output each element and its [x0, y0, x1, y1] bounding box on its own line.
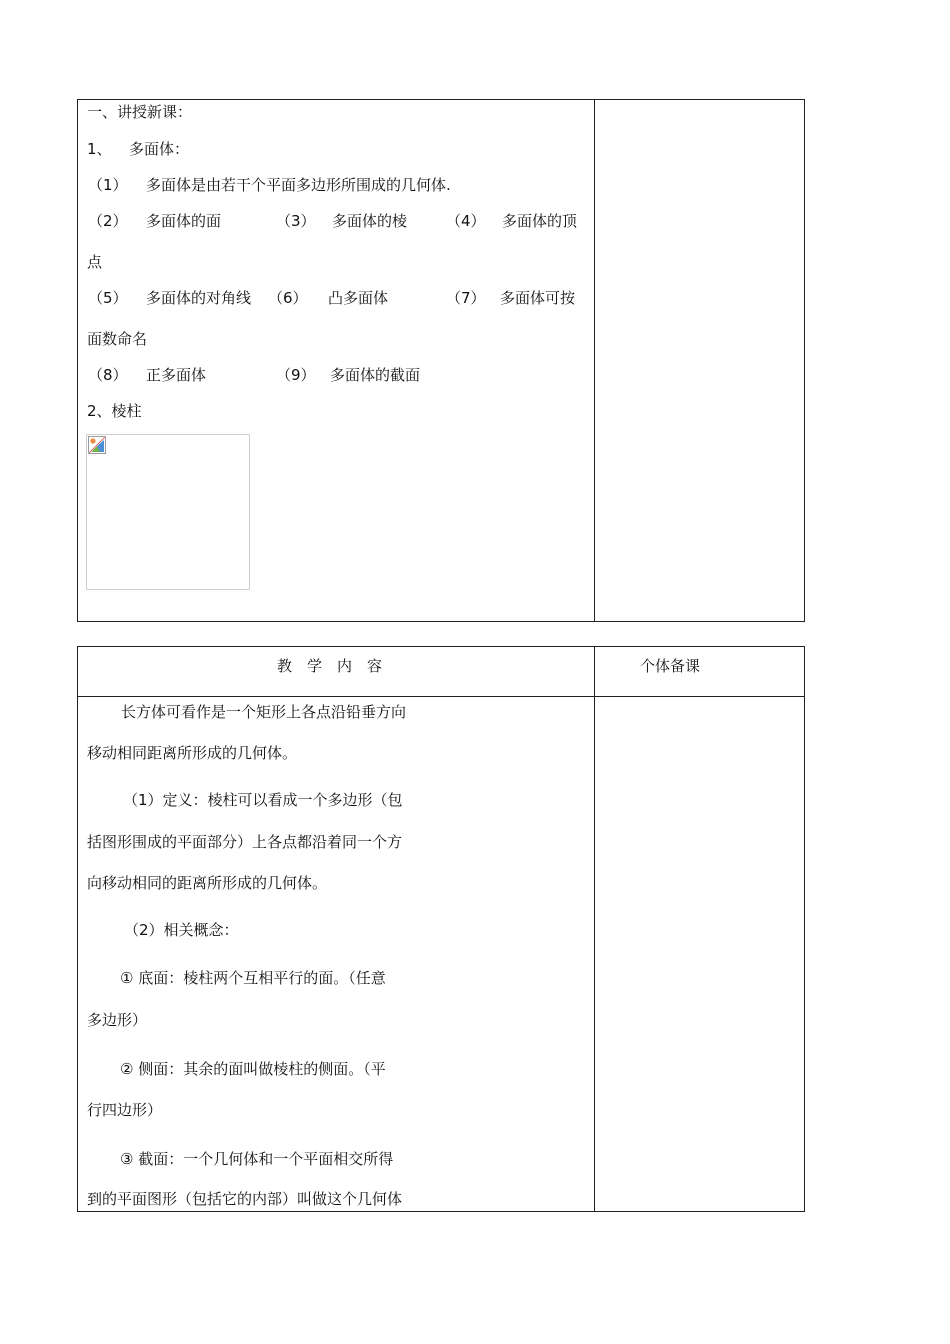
content-line: 括图形围成的平面部分）上各点都沿着同一个方: [87, 833, 403, 851]
point-7-text: 多面体可按: [500, 289, 576, 307]
header-teaching-content: 教 学 内 容: [277, 657, 383, 675]
point-4-number: （4）: [446, 212, 486, 230]
content-line: ① 底面：棱柱两个互相平行的面。（任意: [120, 969, 386, 987]
item1-title: 多面体：: [129, 140, 190, 158]
content-line: 向移动相同的距离所形成的几何体。: [87, 874, 328, 892]
point-6-number: （6）: [268, 289, 308, 307]
broken-image-icon: [88, 436, 106, 454]
point-3-number: （3）: [276, 212, 316, 230]
point-1-text: 多面体是由若干个平面多边形所围成的几何体.: [146, 176, 451, 194]
item1-number: 1、: [87, 140, 112, 158]
point-6-text: 凸多面体: [328, 289, 389, 307]
point-8-text: 正多面体: [146, 366, 207, 384]
item2-heading: 2、棱柱: [87, 402, 142, 420]
section-heading: 一、讲授新课：: [87, 103, 193, 121]
content-line: 多边形）: [87, 1011, 148, 1029]
point-5-text: 多面体的对角线: [146, 289, 252, 307]
content-line: ② 侧面：其余的面叫做棱柱的侧面。（平: [120, 1060, 386, 1078]
point-7-continuation: 面数命名: [87, 330, 148, 348]
point-7-number: （7）: [446, 289, 486, 307]
point-5-number: （5）: [88, 289, 128, 307]
point-2-text: 多面体的面: [146, 212, 222, 230]
point-9-text: 多面体的截面: [330, 366, 421, 384]
content-line: 长方体可看作是一个矩形上各点沿铅垂方向: [121, 703, 407, 721]
content-line: ③ 截面：一个几何体和一个平面相交所得: [120, 1150, 394, 1168]
point-3-text: 多面体的棱: [332, 212, 408, 230]
content-line: 移动相同距离所形成的几何体。: [87, 744, 298, 762]
content-line: 到的平面图形（包括它的内部）叫做这个几何体: [87, 1190, 403, 1208]
table-2-column-divider: [594, 646, 595, 1212]
table-1-column-divider: [594, 99, 595, 622]
point-9-number: （9）: [276, 366, 316, 384]
point-8-number: （8）: [88, 366, 128, 384]
point-4-continuation: 点: [87, 253, 103, 271]
header-individual-notes: 个体备课: [640, 657, 701, 675]
point-4-text: 多面体的顶: [502, 212, 578, 230]
content-line: （2）相关概念：: [124, 921, 239, 939]
content-line: （1）定义：棱柱可以看成一个多边形（包: [123, 791, 403, 809]
point-2-number: （2）: [88, 212, 128, 230]
content-line: 行四边形）: [87, 1101, 163, 1119]
prism-image-placeholder: [86, 434, 250, 590]
table-2-header-divider: [77, 696, 805, 697]
point-1-number: （1）: [88, 176, 128, 194]
